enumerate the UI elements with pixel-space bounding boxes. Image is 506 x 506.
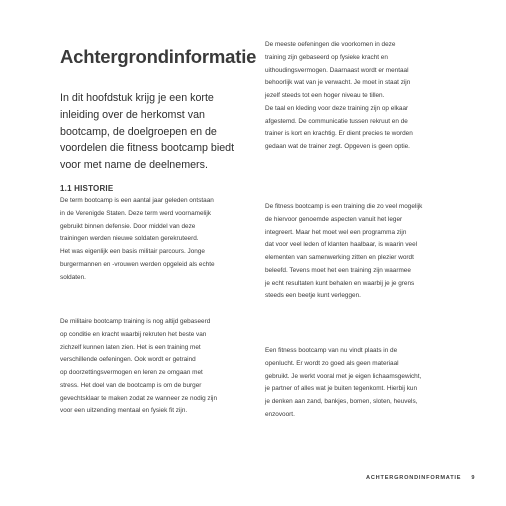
page-footer — [366, 475, 475, 481]
chapter-title: Achtergrondinformatie — [60, 46, 257, 67]
text-line: in de Verenigde Staten. Deze term werd voornamelijk — [60, 209, 211, 217]
text-line: De term bootcamp is een aantal jaar geleden ontstaan — [60, 197, 214, 204]
intro-line: bootcamp, de doelgroepen en de — [60, 125, 217, 138]
text-line: Het was eigenlijk een basis militair parcours. Jonge — [60, 248, 205, 255]
text-line: op doorzettingsvermogen en leren ze omgaan met — [60, 369, 203, 376]
text-line: beleefd. Tevens moet het een training zijn waarmee — [265, 266, 411, 274]
chapter-intro — [60, 90, 260, 174]
intro-line: In dit hoofdstuk krijg je een korte — [60, 92, 214, 104]
text-line: De militaire bootcamp training is nog altijd gebaseerd — [60, 318, 211, 325]
text-line: steeds een beetje kunt verleggen. — [265, 292, 361, 300]
text-line: openlucht. Er wordt zo goed als geen materiaal — [265, 359, 399, 367]
text-line: integreert. Maar het moet wel een programma zijn — [265, 228, 407, 236]
text-line: dat voor veel leden of klanten haalbaar, is waarin veel — [265, 241, 418, 249]
text-line: je echt resultaten kunt behalen en waarbij je je grens — [265, 279, 415, 287]
text-line: op conditie en kracht waarbij rekruten het beste van — [60, 330, 207, 338]
running-title: ACHTERGRONDINFORMATIE — [366, 475, 462, 481]
text-line: uithoudingsvermogen. Daarnaast wordt er mentaal — [265, 66, 409, 74]
text-line: De fitness bootcamp is een training die zo veel mogelijk — [265, 203, 423, 210]
text-line: jezelf steeds tot een hoger niveau te tillen. — [265, 92, 385, 99]
text-line: verschillende oefeningen. Ook wordt er getraind — [60, 356, 196, 364]
text-line: stress. Het doel van de bootcamp is om de burger — [60, 381, 202, 389]
text-line: training zijn gebaseerd op fysieke kracht en — [265, 53, 388, 61]
text-line: afgestemd. De communicatie tussen rekruut en de — [265, 117, 408, 125]
text-line: behoorlijk wat van je verwacht. Je moet in staat zijn — [265, 79, 411, 87]
text-line: trainer is kort en krachtig. Er dient precies te worden — [265, 130, 413, 138]
text-line: Een fitness bootcamp van nu vindt plaats in de — [265, 347, 398, 354]
text-line: gebruikt. Je werkt vooral met je eigen lichaamsgewicht, — [265, 372, 422, 380]
right-paragraph-1 — [265, 39, 413, 154]
text-line: trainingen werden nieuwe soldaten gerekruteerd. — [60, 235, 199, 243]
text-line: de hiervoor genoemde aspecten vanuit het leger — [265, 215, 403, 223]
text-line: De meeste oefeningen die voorkomen in deze — [265, 41, 396, 48]
intro-line: voordelen die fitness bootcamp biedt — [60, 142, 235, 155]
intro-line: voor met name de deelnemers. — [60, 159, 208, 172]
text-line: zichzelf kunnen laten zien. Het is een training met — [60, 343, 201, 351]
left-paragraph-2 — [60, 316, 217, 418]
text-line: soldaten. — [60, 273, 86, 281]
section-heading: 1.1 HISTORIE — [60, 184, 114, 193]
text-line: elementen van samenwerking zitten en plezier wordt — [265, 254, 414, 261]
text-line: enzovoort. — [265, 410, 295, 418]
text-line: De taal en kleding voor deze training zijn op elkaar — [265, 104, 409, 112]
left-paragraph-1 — [60, 195, 215, 284]
intro-line: inleiding over de herkomst van — [60, 108, 205, 121]
text-line: je denken aan zand, bankjes, bomen, sloten, heuvels, — [265, 398, 418, 405]
text-line: gedaan wat de trainer zegt. Opgeven is geen optie. — [265, 143, 410, 150]
text-line: je partner of alles wat je buiten tegenkomt. Hierbij kun — [265, 385, 418, 393]
text-line: gevechtsklaar te maken zodat ze wanneer ze nodig zijn — [60, 394, 218, 402]
right-paragraph-2 — [265, 201, 422, 303]
page-number: 9 — [471, 475, 476, 481]
text-line: burgermannen en -vrouwen werden opgeleid als echte — [60, 260, 215, 268]
right-paragraph-3 — [265, 345, 421, 422]
text-line: voor een uitzending mentaal en fysiek fit zijn. — [60, 407, 188, 415]
text-line: gebruikt binnen defensie. Door middel van deze — [60, 222, 196, 230]
